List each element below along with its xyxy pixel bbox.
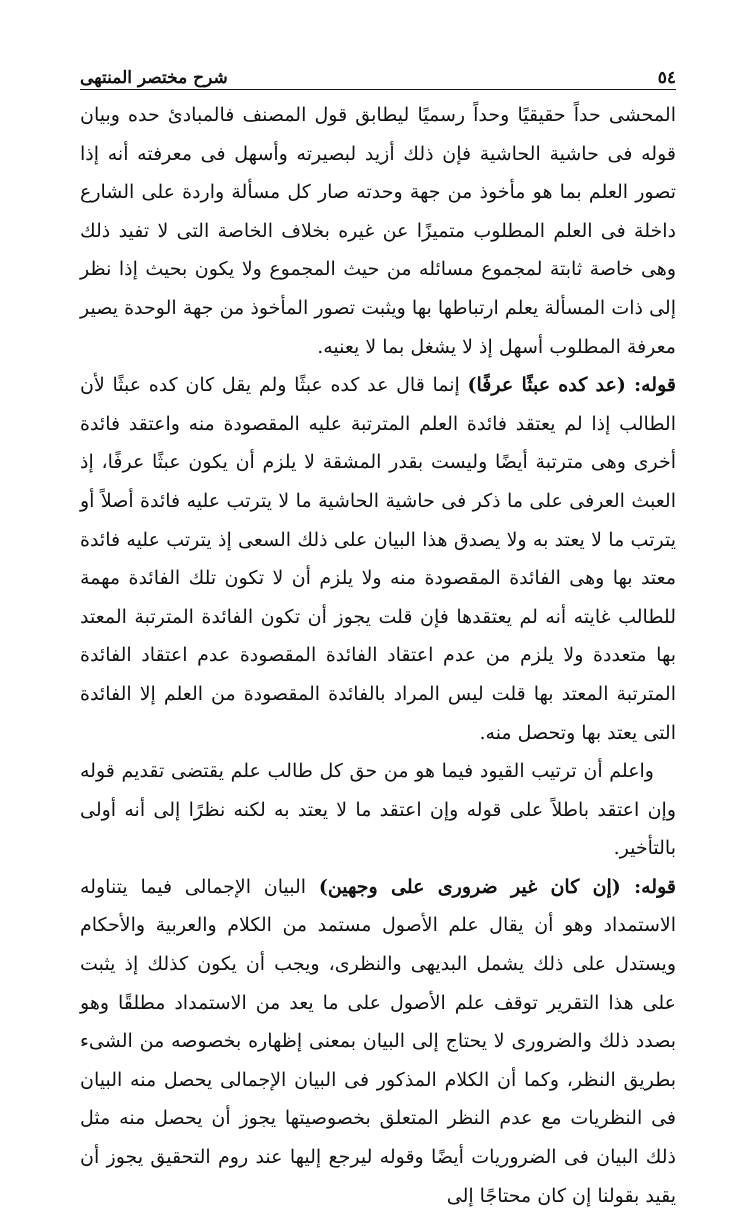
commentary-lemma: قوله: (عد كده عبثًا عرفًا) bbox=[467, 374, 676, 397]
paragraph bbox=[80, 366, 676, 752]
paragraph-text: المحشى حداً حقيقيًا وحداً رسميًا ليطابق قول المصنف فالمبادئ حده وبيان قوله فى حاشية الحاشية فإن ذلك أزيد لبصيرته وأسهل فى معرفته أنه إذا تصور العلم بما هو مأخوذ من جهة وحدته صار كل مسألة واردة على الشارع داخلة فى العلم المطلوب متميزًا عن غيره بخلاف الخاصة التى لا تفيد ذلك وهى خاصة ثابتة لمجموع مسائله من حيث المجموع ولا يكون بحيث إذا نظر إلى ذات المسألة يعلم ارتباطها بها ويثبت تصور المأخوذ من جهة الوحدة يصير معرفة المطلوب أسهل إذ لا يشغل بما لا يعنيه. bbox=[80, 104, 676, 358]
paragraph bbox=[80, 868, 676, 1215]
paragraph bbox=[80, 752, 676, 868]
paragraph-text: البيان الإجمالى فيما يتناوله الاستمداد وهو أن يقال علم الأصول مستمد من الكلام والعربية والأحكام ويستدل على ذلك يشمل البديهى والنظرى، ويجب أن يكون كذلك إذ يثبت على هذا التقرير توقف علم الأصول على ما يعد من الاستمداد مطلقًا وهو بصدد ذلك والضرورى لا يحتاج إلى البيان بمعنى إظهاره بخصوصه من الشىء بطريق النظر، وكما أن الكلام المذكور فى البيان الإجمالى يحصل منه البيان فى النظريات مع عدم النظر المتعلق بخصوصيتها يجوز أن يحصل منه مثل ذلك البيان فى الضروريات أيضًا وقوله ليرجع إليها عند روم التحقيق يجوز أن يقيد بقولنا إن كان محتاجًا إلى bbox=[80, 875, 676, 1207]
paragraph-text: إنما قال عد كده عبثًا ولم يقل كان كده عبثًا لأن الطالب إذا لم يعتقد فائدة العلم المترتبة عليه المقصودة منه واعتقد فائدة أخرى وهى مترتبة أيضًا وليست بقدر المشقة لا يلزم أن يكون عبثًا عرفًا، إذ العبث العرفى على ما ذكر فى حاشية الحاشية ما لا يترتب عليه فائدة أصلاً أو يترتب ما لا يعتد به ولا يصدق هذا البيان على ذلك السعى إذ يترتب عليه فائدة معتد بها وهى الفائدة المقصودة منه ولا يلزم أن لا تكون تلك الفائدة مهمة للطالب غايته أنه لم يعتقدها فإن قلت يجوز أن تكون الفائدة المترتبة المعتد بها متعددة ولا يلزم من عدم اعتقاد الفائدة المقصودة عدم اعتقاد الفائدة المترتبة المعتد بها قلت ليس المراد بالفائدة المقصودة من العلم إلا الفائدة التى يعتد بها وتحصل منه. bbox=[80, 374, 676, 744]
page-number: ٥٤ bbox=[657, 68, 676, 88]
paragraph-text: واعلم أن ترتيب القيود فيما هو من حق كل طالب علم يقتضى تقديم قوله وإن اعتقد باطلاً على قوله وإن اعتقد ما لا يعتد به لكنه نظرًا إلى أنه أولى بالتأخير. bbox=[80, 760, 676, 860]
commentary-lemma: قوله: (إن كان غير ضرورى على وجهين) bbox=[318, 875, 676, 898]
paragraph bbox=[80, 96, 676, 366]
page-header bbox=[80, 54, 676, 88]
header-rule bbox=[80, 89, 676, 90]
body-text bbox=[80, 96, 676, 1215]
running-title: شرح مختصر المنتهى bbox=[80, 68, 228, 88]
